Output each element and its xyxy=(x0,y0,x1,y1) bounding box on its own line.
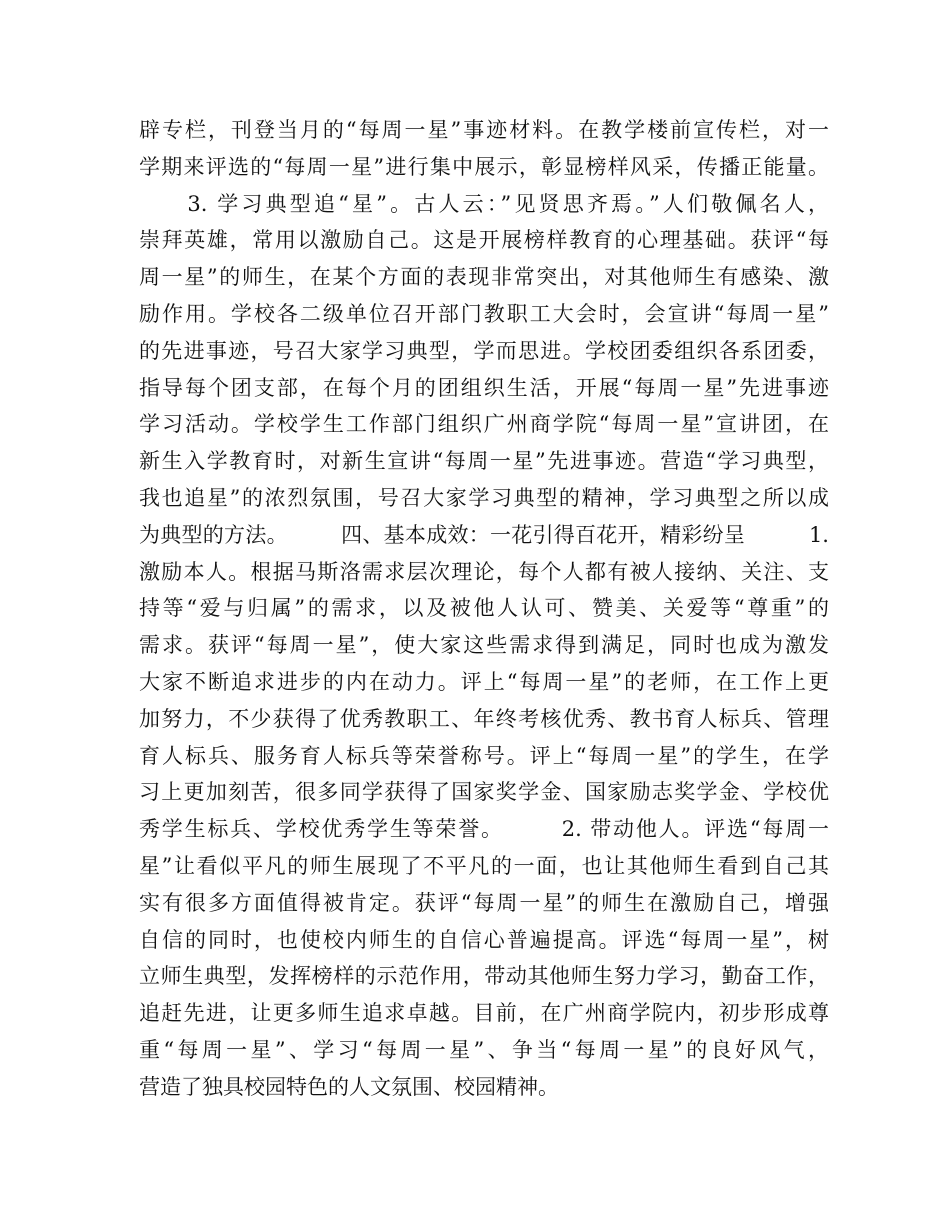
text-line: 自信的同时，也使校内师生的自信心普遍提高。评选“每周一星”，树 xyxy=(139,927,829,952)
text-line: 习上更加刻苦，很多同学获得了国家奖学金、国家励志奖学金、学校优 xyxy=(139,780,829,805)
text-line: 立师生典型，发挥榜样的示范作用，带动其他师生努力学习，勤奋工作， xyxy=(139,964,829,989)
text-line: 持等“爱与归属”的需求，以及被他人认可、赞美、关爱等“尊重”的 xyxy=(139,596,829,621)
text-line: 大家不断追求进步的内在动力。评上“每周一星”的老师，在工作上更 xyxy=(139,669,829,694)
text-line: 新生入学教育时，对新生宣讲“每周一星”先进事迹。营造“学习典型， xyxy=(139,449,829,474)
text-line: 崇拜英雄，常用以激励自己。这是开展榜样教育的心理基础。获评“每 xyxy=(139,228,829,253)
text-line: 需求。获评“每周一星”，使大家这些需求得到满足，同时也成为激发 xyxy=(139,633,829,658)
text-line: 追赶先进，让更多师生追求卓越。目前，在广州商学院内，初步形成尊 xyxy=(139,1001,829,1026)
text-line: 学期来评选的“每周一星”进行集中展示，彰显榜样风采，传播正能量。 xyxy=(139,154,829,179)
text-line: 为典型的方法。 四、基本成效：一花引得百花开，精彩纷呈 1. xyxy=(139,522,829,547)
text-line: 实有很多方面值得被肯定。获评“每周一星”的师生在激励自己，增强 xyxy=(139,890,829,915)
text-line: 育人标兵、服务育人标兵等荣誉称号。评上“每周一星”的学生，在学 xyxy=(139,743,829,768)
text-line: 我也追星”的浓烈氛围，号召大家学习典型的精神，学习典型之所以成 xyxy=(139,485,829,510)
body-text xyxy=(139,112,829,1106)
text-line: 加努力，不少获得了优秀教职工、年终考核优秀、教书育人标兵、管理 xyxy=(139,706,829,731)
text-line: 励作用。学校各二级单位召开部门教职工大会时，会宣讲“每周一星” xyxy=(139,301,829,326)
text-line: 重“每周一星”、学习“每周一星”、争当“每周一星”的良好风气， xyxy=(139,1037,829,1062)
text-line: 激励本人。根据马斯洛需求层次理论，每个人都有被人接纳、关注、支 xyxy=(139,559,829,584)
text-line: 辟专栏，刊登当月的“每周一星”事迹材料。在教学楼前宣传栏，对一 xyxy=(139,118,829,142)
text-line: 营造了独具校园特色的人文氛围、校园精神。 xyxy=(139,1074,559,1099)
text-line: 秀学生标兵、学校优秀学生等荣誉。 2. 带动他人。评选“每周一 xyxy=(139,817,829,842)
text-line: 的先进事迹，号召大家学习典型，学而思进。学校团委组织各系团委， xyxy=(139,338,829,363)
text-line: 学习活动。学校学生工作部门组织广州商学院“每周一星”宣讲团，在 xyxy=(139,412,829,437)
text-line: 星”让看似平凡的师生展现了不平凡的一面，也让其他师生看到自己其 xyxy=(139,853,829,878)
text-line: 周一星”的师生，在某个方面的表现非常突出，对其他师生有感染、激 xyxy=(139,265,829,290)
text-line: 3. 学习典型追“星”。古人云：”见贤思齐焉。”人们敬佩名人， xyxy=(139,191,829,216)
text-line: 指导每个团支部，在每个月的团组织生活，开展“每周一星”先进事迹 xyxy=(139,375,829,400)
